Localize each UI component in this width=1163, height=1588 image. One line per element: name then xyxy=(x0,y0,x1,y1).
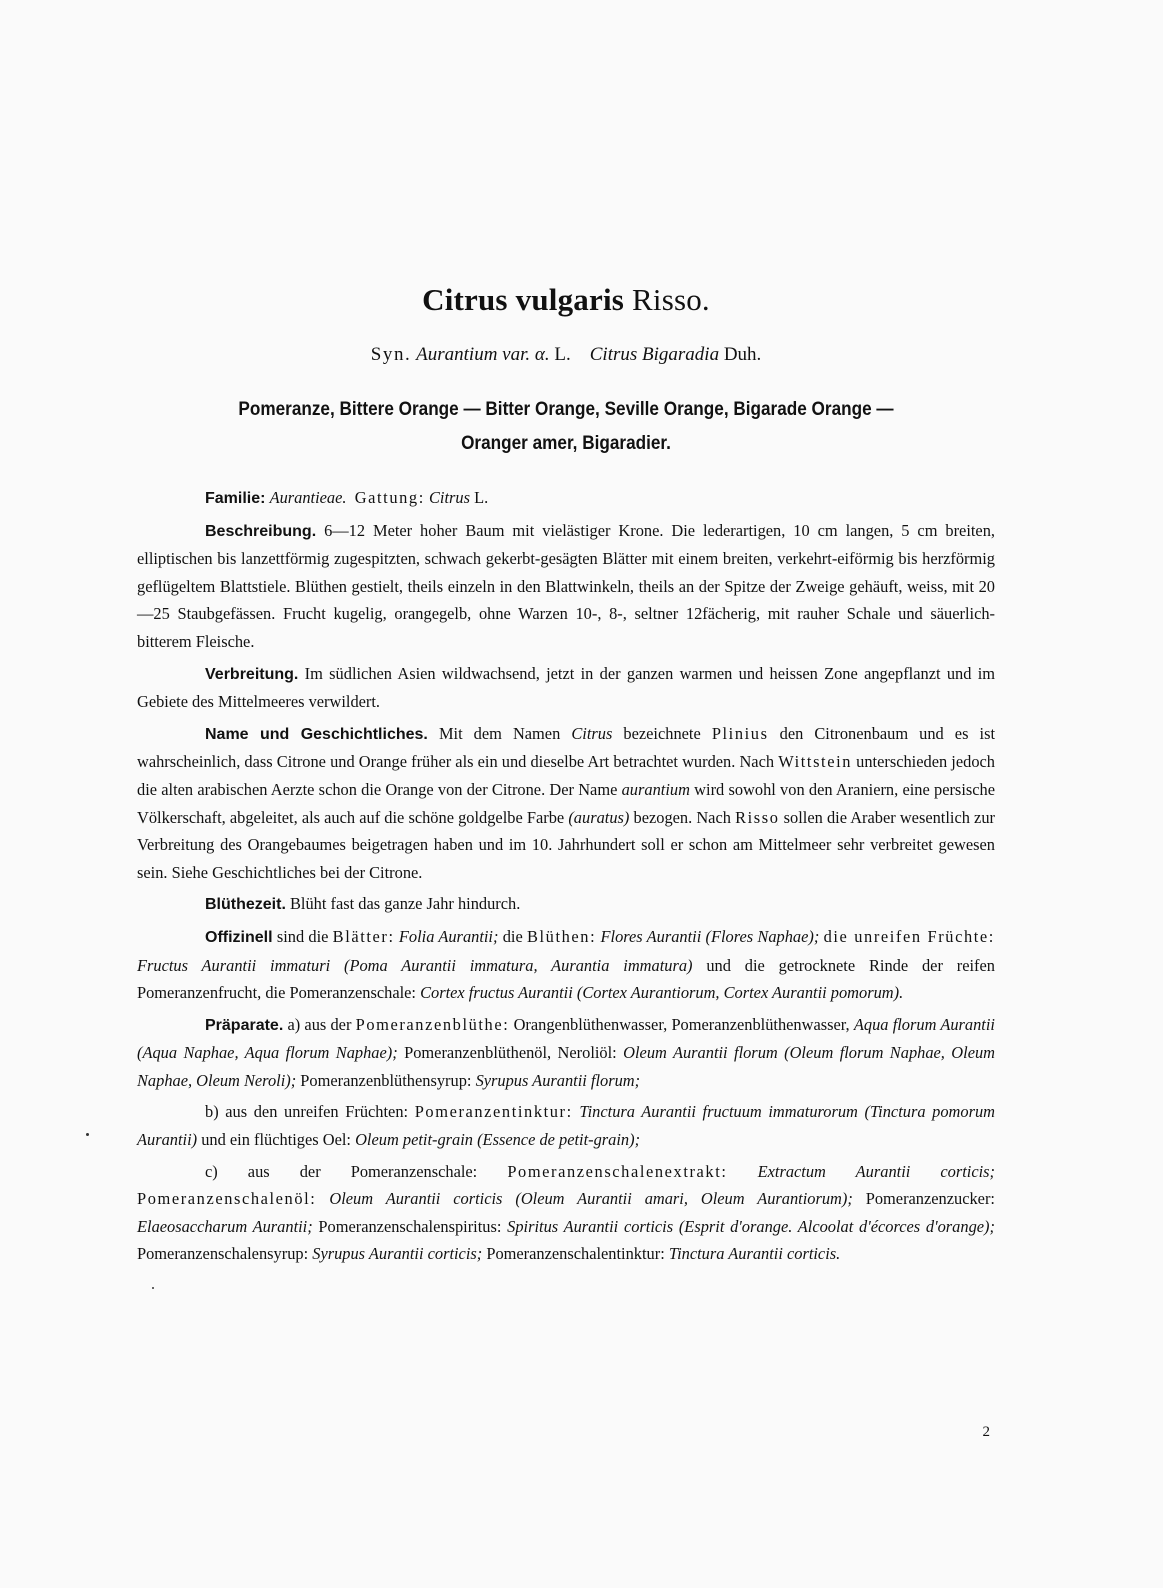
verbreitung-paragraph xyxy=(137,660,995,716)
species-author: Risso. xyxy=(632,282,710,317)
italic-run: Extractum Aurantii corticis; xyxy=(757,1161,995,1181)
spaced-term: die unreifen Früchte: xyxy=(823,926,995,946)
spaced-term: Blätter: xyxy=(332,926,395,946)
spaced-term: Pomeranzentinktur: xyxy=(414,1102,573,1122)
praeparate-b-paragraph xyxy=(137,1098,995,1153)
text-run: Pomeranzenschalensyrup: xyxy=(137,1244,309,1264)
genus-name: Citrus xyxy=(429,488,470,507)
text-run: Orangenblüthenwasser, Pomeranzenblüthenwasser, xyxy=(513,1014,850,1034)
italic-run: Flores Aurantii (Flores Naphae); xyxy=(600,926,820,946)
text-run: und die getrocknete Rinde der reifen Pomeranzenfrucht, die Pomeranzenschale: xyxy=(137,955,995,1003)
spaced-term: Pomeranzenschalenöl: xyxy=(137,1189,317,1209)
italic-run: Fructus Aurantii immaturi (Poma Aurantii immatura, Aurantia immatura) xyxy=(137,955,693,975)
genus-author: L. xyxy=(474,488,489,507)
familie-label: Familie: xyxy=(205,490,266,507)
bluethezeit-label: Blüthezeit. xyxy=(205,896,286,914)
italic-run: Elaeosaccharum Aurantii; xyxy=(137,1216,313,1236)
italic-run: (auratus) xyxy=(568,807,630,827)
bluethezeit-paragraph xyxy=(137,890,995,919)
praeparate-a-paragraph xyxy=(137,1011,995,1095)
page-number: 2 xyxy=(982,1424,990,1440)
synonym-2-author: Duh. xyxy=(723,344,762,365)
text-run: Pomeranzenzucker: xyxy=(865,1189,995,1209)
text-run: unterschieden jedoch die alten arabischen Aerzte schon die Orange von der Citrone. Der Name xyxy=(137,752,995,799)
text-run: und ein flüchtiges Oel: xyxy=(201,1130,351,1150)
page-title xyxy=(137,282,995,318)
text-run: Pomeranzenschalentinktur: xyxy=(486,1244,665,1264)
offizinell-paragraph xyxy=(137,923,995,1007)
beschreibung-label: Beschreibung. xyxy=(205,522,317,540)
text-run: wird sowohl von den Araniern, eine persische Völkerschaft, abgeleitet, als auch auf die schöne goldgelbe Farbe xyxy=(137,779,995,827)
common-names xyxy=(188,392,943,460)
text-run: bezeichnete xyxy=(623,723,701,743)
spaced-name: Plinius xyxy=(711,723,769,743)
synonym-1: Aurantium var. α. xyxy=(416,344,550,365)
spaced-term: Pomeranzenblüthe: xyxy=(355,1014,510,1034)
synonym-2: Citrus Bigaradia xyxy=(589,344,720,365)
spaced-name: Wittstein xyxy=(778,752,853,772)
text-run: Mit dem Namen xyxy=(438,723,561,743)
text-run: die xyxy=(502,926,523,946)
page-content xyxy=(137,282,995,1272)
verbreitung-label: Verbreitung. xyxy=(205,665,299,683)
italic-run: Aqua florum Aurantii (Aqua Naphae, Aqua florum Naphae); xyxy=(137,1014,995,1063)
praeparate-label: Präparate. xyxy=(205,1016,284,1034)
italic-run: Folia Aurantii; xyxy=(398,926,499,946)
italic-run: Syrupus Aurantii corticis; xyxy=(312,1244,483,1264)
italic-run: Oleum petit-grain (Essence de petit-grain); xyxy=(355,1130,641,1150)
synonyms-line xyxy=(137,344,995,366)
species-name: Citrus vulgaris xyxy=(422,282,625,317)
text-run: sollen die Araber wesentlich zur Verbreitung des Orangebaumes beigetragen haben und im 10. Jahrhundert soll er schon am Mittelmeer sehr verbreitet gewesen sein. Siehe Geschichtliches bei der Citrone. xyxy=(137,807,995,882)
spaced-term: Blüthen: xyxy=(526,926,597,946)
spaced-name: Risso xyxy=(735,807,780,827)
text-run: c) aus der Pomeranzenschale: xyxy=(205,1161,478,1181)
common-names-line-1: Pomeranze, Bittere Orange — Bitter Orange, Seville Orange, Bigarade Orange — xyxy=(238,398,894,420)
verbreitung-text: Im südlichen Asien wildwachsend, jetzt in der ganzen warmen und heissen Zone angepflanzt und im Gebiete des Mittelmeeres verwildert. xyxy=(137,663,996,712)
praeparate-c-paragraph xyxy=(137,1158,995,1268)
italic-run: Tinctura Aurantii fructuum immaturorum (Tinctura pomorum Aurantii) xyxy=(137,1102,995,1150)
italic-run: Cortex fructus Aurantii (Cortex Aurantiorum, Cortex Aurantii pomorum). xyxy=(420,983,904,1003)
italic-run: aurantium xyxy=(621,779,690,799)
text-run: bezogen. Nach xyxy=(633,807,731,827)
bluethezeit-text: Blüht fast das ganze Jahr hindurch. xyxy=(290,894,521,914)
text-run: b) aus den unreifen Früchten: xyxy=(205,1102,409,1122)
offizinell-label: Offizinell xyxy=(205,928,273,946)
family-name: Aurantieae. xyxy=(269,488,347,507)
spaced-term: Pomeranzenschalenextrakt: xyxy=(507,1161,728,1181)
text-run: sind die xyxy=(276,926,329,946)
text-run: Pomeranzenblüthensyrup: xyxy=(300,1070,472,1090)
name-geschichte-label: Name und Geschichtliches. xyxy=(205,725,428,743)
common-names-line-2: Oranger amer, Bigaradier. xyxy=(461,432,671,454)
italic-run: Syrupus Aurantii florum; xyxy=(475,1070,641,1090)
text-run: Pomeranzenblüthenöl, Neroliöl: xyxy=(404,1043,617,1063)
synonyms-prefix: Syn. xyxy=(370,344,412,365)
italic-run: Oleum Aurantii corticis (Oleum Aurantii amari, Oleum Aurantiorum); xyxy=(329,1189,853,1209)
italic-run: Spiritus Aurantii corticis (Esprit d'orange. Alcoolat d'écorces d'orange); xyxy=(507,1216,995,1236)
text-run: a) aus der xyxy=(287,1014,352,1034)
beschreibung-text: 6—12 Meter hoher Baum mit vielästiger Krone. Die lederartigen, 10 cm langen, 5 cm breiten, elliptischen bis lanzettförmig zugespitzten, schwach gekerbt-gesägten Blätter mit einem breiten, verkehrt-eiförmig bis herzförmig geflügeltem Blattstiele. Blüthen gestielt, theils einzeln in den Blattwinkeln, theils an der Spitze der Zweige gehäuft, weiss, mit 20—25 Staubgefässen. Frucht kugelig, orangegelb, ohne Warzen 10-, 8-, seltner 12fächerig, mit rauher Schale und säuerlich-bitterem Fleische. xyxy=(137,520,995,651)
italic-run: Oleum Aurantii florum (Oleum florum Naphae, Oleum Naphae, Oleum Neroli); xyxy=(137,1043,996,1090)
gattung-label: Gattung: xyxy=(354,488,425,507)
familie-paragraph xyxy=(137,484,995,513)
beschreibung-paragraph xyxy=(137,517,995,656)
text-run: Pomeranzenschalenspiritus: xyxy=(318,1216,502,1236)
text-run: den Citronenbaum und es ist wahrscheinlich, dass Citrone und Orange früher als ein und dieselbe Art betrachtet wurden. Nach xyxy=(137,723,995,772)
scan-speck xyxy=(86,1133,89,1136)
name-geschichte-paragraph xyxy=(137,720,995,887)
scan-speck xyxy=(152,1287,154,1289)
synonym-1-author: L. xyxy=(554,344,571,365)
italic-run: Tinctura Aurantii corticis. xyxy=(668,1244,841,1264)
italic-run: Citrus xyxy=(571,723,613,743)
